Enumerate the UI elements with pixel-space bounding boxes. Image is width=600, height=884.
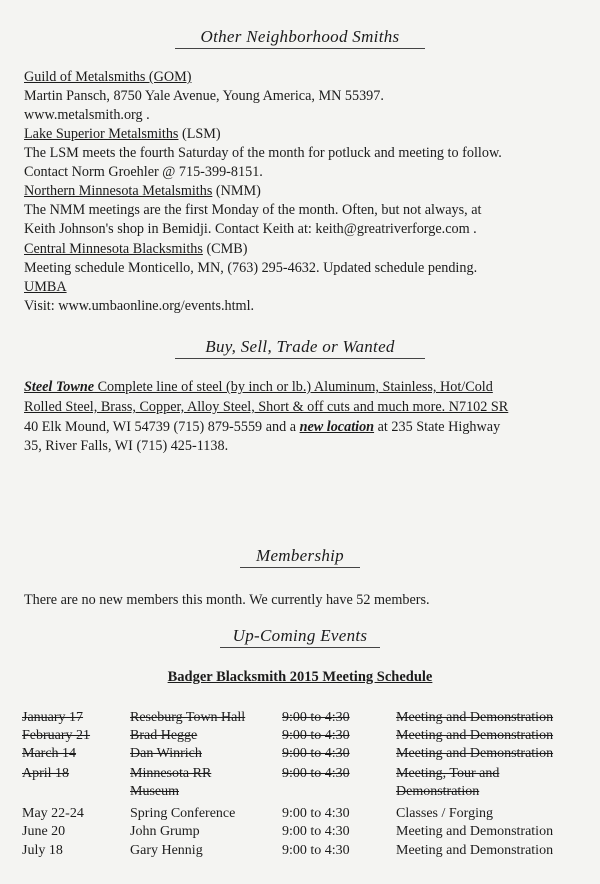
umba-line1: Visit: www.umbaonline.org/events.html. [24, 298, 255, 314]
schedule-host: Dan Winrich [130, 746, 202, 761]
schedule-time: 9:00 to 4:30 [282, 710, 350, 725]
schedule-date: March 14 [22, 746, 77, 761]
schedule-row [22, 843, 592, 861]
buy-line2-text: Rolled Steel, Brass, Copper, Alloy Steel, Short & off cuts and much more. N7102 SR [24, 399, 509, 415]
buy-heading [0, 337, 600, 359]
schedule-event: Meeting and Demonstration [396, 710, 554, 725]
schedule-date: June 20 [22, 824, 66, 839]
schedule-event: Meeting, Tour and [396, 766, 500, 781]
membership-title: Membership [256, 546, 344, 565]
events-title: Up-Coming Events [232, 626, 368, 645]
schedule-title [0, 669, 600, 686]
schedule-event: Classes / Forging [396, 806, 493, 821]
schedule-event: Meeting and Demonstration [396, 746, 554, 761]
buy-title: Buy, Sell, Trade or Wanted [205, 337, 395, 356]
buy-line3 [24, 418, 500, 436]
smiths-heading [0, 27, 600, 49]
buy-line3-a: 40 Elk Mound, WI 54739 (715) 879-5559 and a [24, 419, 300, 435]
schedule-host: Minnesota RR [130, 766, 212, 781]
gom-line1: Martin Pansch, 8750 Yale Avenue, Young America, MN 55397. [24, 88, 384, 104]
gom-line2: www.metalsmith.org . [24, 107, 150, 123]
schedule-row [22, 746, 592, 764]
schedule-host: John Grump [130, 824, 200, 839]
schedule-event: Meeting and Demonstration [396, 843, 554, 858]
lsm-line1: The LSM meets the fourth Saturday of the month for potluck and meeting to follow. [24, 145, 502, 161]
membership-text: There are no new members this month. We currently have 52 members. [24, 592, 430, 608]
schedule-host: Gary Hennig [130, 843, 203, 858]
buy-line1 [24, 378, 493, 396]
buy-line1-text: Complete line of steel (by inch or lb.) Aluminum, Stainless, Hot/Cold [94, 379, 493, 395]
cmb-abbr: (CMB) [202, 241, 248, 257]
cmb-line1: Meeting schedule Monticello, MN, (763) 295-4632. Updated schedule pending. [24, 260, 478, 276]
buy-line2 [24, 398, 508, 416]
steel-towne-name: Steel Towne [24, 379, 95, 395]
schedule-host: Spring Conference [130, 806, 236, 821]
nmm-heading [24, 182, 261, 200]
cmb-heading [24, 240, 247, 258]
lsm-line2: Contact Norm Groehler @ 715-399-8151. [24, 164, 263, 180]
lsm-name: Lake Superior Metalsmiths [24, 126, 179, 142]
schedule-title-text: Badger Blacksmith 2015 Meeting Schedule [167, 669, 433, 685]
membership-heading-underline [240, 567, 360, 568]
lsm-heading [24, 125, 221, 143]
schedule-time: 9:00 to 4:30 [282, 728, 350, 743]
schedule-row [22, 766, 592, 799]
schedule-row [22, 824, 592, 842]
schedule-time: 9:00 to 4:30 [282, 806, 350, 821]
schedule-event: Meeting and Demonstration [396, 728, 554, 743]
smiths-heading-underline [175, 48, 425, 49]
nmm-line1: The NMM meetings are the first Monday of the month. Often, but not always, at [24, 202, 482, 218]
schedule-row [22, 806, 592, 824]
umba-name: UMBA [24, 279, 67, 295]
schedule-time: 9:00 to 4:30 [282, 843, 350, 858]
buy-line3-b: at 235 State Highway [374, 419, 501, 435]
schedule-date: February 21 [22, 728, 91, 743]
schedule-row [22, 728, 592, 746]
schedule-time: 9:00 to 4:30 [282, 766, 350, 781]
schedule-event-line2: Demonstration [396, 784, 480, 799]
schedule-host: Reseburg Town Hall [130, 710, 246, 725]
schedule-host: Brad Hegge [130, 728, 198, 743]
schedule-date: January 17 [22, 710, 84, 725]
cmb-name: Central Minnesota Blacksmiths [24, 241, 203, 257]
events-heading [0, 626, 600, 648]
nmm-name: Northern Minnesota Metalsmiths [24, 183, 213, 199]
lsm-abbr: (LSM) [178, 126, 221, 142]
gom-name: Guild of Metalsmiths (GOM) [24, 69, 192, 85]
nmm-line2: Keith Johnson's shop in Bemidji. Contact Keith at: keith@greatriverforge.com . [24, 221, 477, 237]
events-heading-underline [220, 647, 380, 648]
schedule-time: 9:00 to 4:30 [282, 824, 350, 839]
schedule-date: July 18 [22, 843, 63, 858]
schedule-date: April 18 [22, 766, 70, 781]
buy-heading-underline [175, 358, 425, 359]
smiths-title: Other Neighborhood Smiths [200, 27, 400, 46]
nmm-abbr: (NMM) [212, 183, 261, 199]
new-location-text: new location [299, 419, 375, 435]
schedule-date: May 22-24 [22, 806, 84, 821]
schedule-time: 9:00 to 4:30 [282, 746, 350, 761]
membership-heading [0, 546, 600, 568]
schedule-event: Meeting and Demonstration [396, 824, 554, 839]
buy-line4: 35, River Falls, WI (715) 425-1138. [24, 438, 229, 454]
schedule-host-line2: Museum [130, 784, 179, 799]
schedule-row [22, 710, 592, 728]
